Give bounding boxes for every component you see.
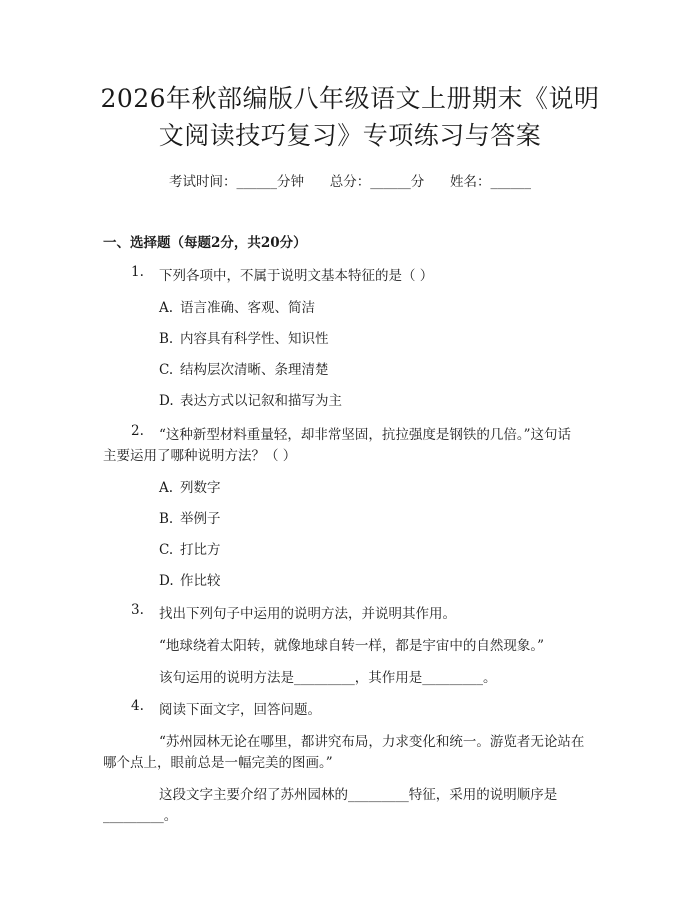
question-number: 3. <box>131 602 144 618</box>
fill-in-blank: 该句运用的说明方法是_________，其作用是_________。 <box>159 670 497 686</box>
question-stem-line-2: 主要运用了哪种说明方法？（ ） <box>103 448 297 464</box>
option-text: 作比较 <box>180 573 221 589</box>
exam-meta: 考试时间：______分钟 总分：______分 姓名：______ <box>169 174 531 190</box>
quoted-passage-line-2: 哪个点上，眼前总是一幅完美的图画。” <box>103 755 333 771</box>
quoted-sentence: “地球绕着太阳转，就像地球自转一样，都是宇宙中的自然现象。” <box>159 638 545 654</box>
option-letter: C. <box>159 542 174 558</box>
option-text: 打比方 <box>180 542 221 558</box>
option-letter: A. <box>159 300 174 316</box>
option-letter: C. <box>159 362 174 378</box>
quoted-passage-line-1: “苏州园林无论在哪里，都讲究布局，力求变化和统一。游览者无论站在 <box>159 734 585 750</box>
option-letter: B. <box>159 331 174 347</box>
option-text: 语言准确、客观、简洁 <box>180 300 315 316</box>
document-title <box>40 80 660 154</box>
question-stem: 下列各项中，不属于说明文基本特征的是（ ） <box>159 268 434 284</box>
question-stem: 阅读下面文字，回答问题。 <box>159 702 321 718</box>
option-c <box>159 358 329 378</box>
option-c <box>159 538 221 558</box>
option-d <box>159 569 221 589</box>
question-number: 2. <box>131 423 144 439</box>
question-stem: 找出下列句子中运用的说明方法，并说明其作用。 <box>159 606 456 622</box>
option-a <box>159 476 221 496</box>
title-line-2: 文阅读技巧复习》专项练习与答案 <box>158 121 542 150</box>
fill-in-blank-line-1: 这段文字主要介绍了苏州园林的_________特征，采用的说明顺序是 <box>159 787 558 803</box>
option-letter: D. <box>159 573 174 589</box>
fill-in-blank-line-2: _________。 <box>103 808 178 824</box>
option-d <box>159 389 342 409</box>
section-heading: 一、选择题（每题2分，共20分） <box>103 235 307 251</box>
option-text: 内容具有科学性、知识性 <box>180 331 329 347</box>
title-line-1: 2026年秋部编版八年级语文上册期末《说明 <box>100 84 600 113</box>
option-b <box>159 327 329 347</box>
option-text: 表达方式以记叙和描写为主 <box>180 393 342 409</box>
question-number: 4. <box>131 698 144 714</box>
option-letter: D. <box>159 393 174 409</box>
option-text: 举例子 <box>180 511 221 527</box>
option-text: 列数字 <box>180 480 221 496</box>
option-letter: B. <box>159 511 174 527</box>
option-b <box>159 507 221 527</box>
option-a <box>159 296 315 316</box>
question-stem-line-1: “这种新型材料重量轻，却非常坚固，抗拉强度是钢铁的几倍。”这句话 <box>159 427 572 443</box>
option-text: 结构层次清晰、条理清楚 <box>180 362 329 378</box>
option-letter: A. <box>159 480 174 496</box>
question-number: 1. <box>131 264 144 280</box>
